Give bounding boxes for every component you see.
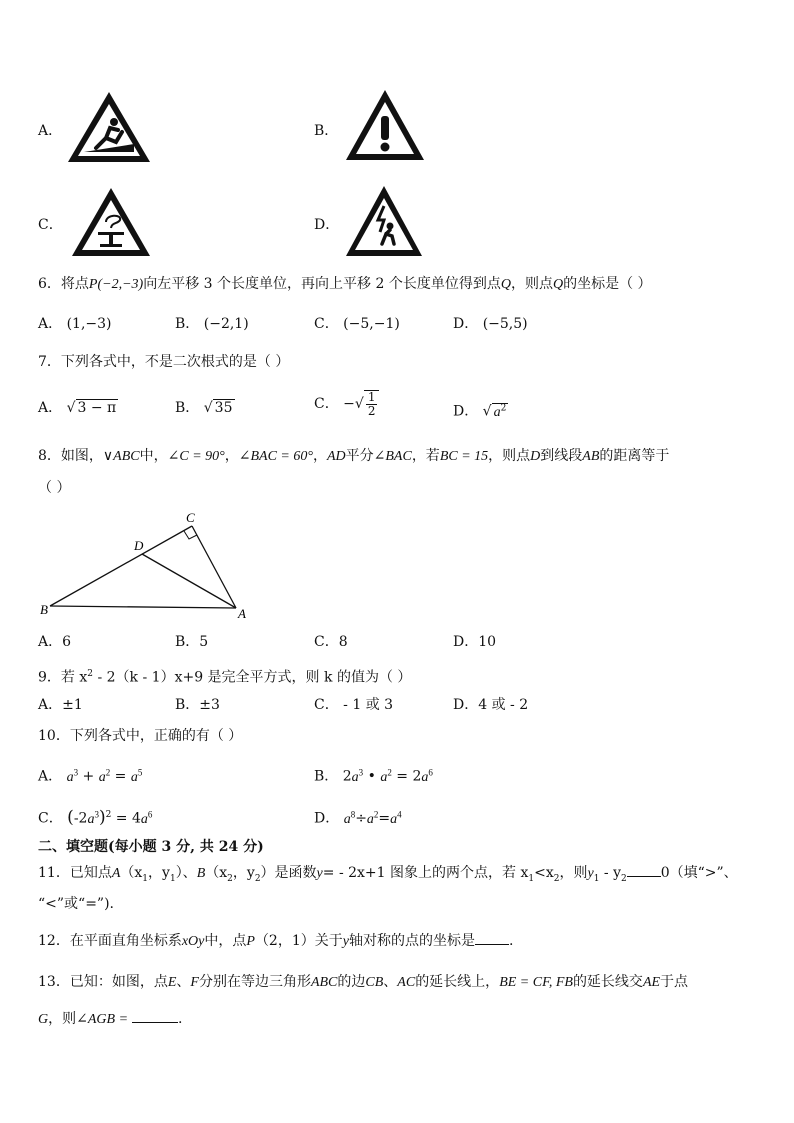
q7-option-b-label: B． bbox=[175, 400, 200, 416]
q13-text: 分别在等边三角形 bbox=[198, 974, 311, 990]
q10-number: 10． bbox=[38, 728, 70, 744]
q8-stem-part: ，若 bbox=[411, 448, 440, 464]
q6-point-p: P(−2,−3) bbox=[88, 277, 144, 292]
q12-text: （2，1）关于 bbox=[254, 933, 343, 949]
q7-option-c-numerator: 1 bbox=[367, 390, 376, 404]
q10-option-a: A． $a^3 + a^2 = a^5$ bbox=[38, 767, 143, 785]
q6-stem-part: 的坐标是（ ） bbox=[563, 276, 652, 292]
toxic-fume-warning-sign-icon bbox=[70, 186, 152, 258]
q8-triangle-diagram bbox=[36, 510, 256, 622]
q11-text: <x bbox=[534, 865, 554, 881]
question-13-stem bbox=[38, 972, 688, 993]
q11-text: ）是函数 bbox=[260, 865, 317, 881]
q8-number: 8． bbox=[38, 448, 61, 464]
q8-triangle: ∨ABC bbox=[102, 449, 140, 464]
q6-point-q: Q bbox=[552, 277, 564, 292]
question-10-stem bbox=[38, 726, 242, 746]
q8-segment-ad: AD bbox=[326, 449, 346, 464]
q11-text: - y bbox=[599, 865, 621, 881]
q7-option-d-exponent: 2 bbox=[500, 403, 507, 413]
q7-option-c-denominator: 2 bbox=[367, 404, 376, 418]
q11-text: （x bbox=[120, 865, 143, 881]
q8-label-a: A bbox=[238, 606, 246, 621]
q11-subscript: 1 bbox=[528, 873, 535, 884]
q13-text: 于点 bbox=[660, 974, 689, 990]
q6-option-a-value: (1,−3) bbox=[66, 316, 112, 332]
q6-option-b-value: (−2,1) bbox=[203, 316, 249, 332]
q13-angle-agb: ∠AGB = bbox=[76, 1012, 129, 1027]
q10-option-b-label: B． bbox=[314, 768, 339, 785]
q6-number: 6． bbox=[38, 276, 61, 292]
q13-point-f: F bbox=[190, 975, 199, 990]
q8-option-a: A．6 bbox=[38, 634, 72, 650]
q5-option-a-label: A． bbox=[38, 123, 63, 139]
q13-condition: BE = CF, FB bbox=[499, 975, 573, 990]
q8-stem-part: ， bbox=[224, 448, 239, 464]
q9-option-c: C． - 1 或 3 bbox=[314, 697, 394, 713]
q13-text: 的延长线上， bbox=[415, 974, 500, 990]
q12-text: 轴对称的点的坐标是 bbox=[348, 933, 475, 949]
q13-text: . bbox=[178, 1011, 183, 1027]
q11-subscript: 1 bbox=[169, 873, 176, 884]
q7-stem-text: 下列各式中，不是二次根式的是（ ） bbox=[60, 354, 290, 370]
q7-option-b: B． √ 35 bbox=[175, 400, 233, 416]
q8-point-d: D bbox=[530, 449, 541, 464]
q11-point-a: A bbox=[111, 866, 121, 881]
q13-answer-blank[interactable] bbox=[132, 1008, 178, 1023]
q9-option-b: B．±3 bbox=[175, 697, 220, 713]
q13-side-cb: CB bbox=[365, 975, 384, 990]
q13-text: 已知：如图，点 bbox=[69, 974, 168, 990]
q6-option-a-label: A． bbox=[38, 316, 63, 332]
q12-text: 在平面直角坐标系 bbox=[69, 933, 182, 949]
slip-hazard-sign-icon bbox=[66, 90, 152, 164]
q8-label-b: B bbox=[40, 602, 48, 617]
q7-option-c-sign: − bbox=[343, 396, 355, 412]
q10-option-a-label: A． bbox=[38, 768, 63, 785]
q12-text: . bbox=[508, 933, 514, 949]
q8-answer-paren: （ ） bbox=[38, 480, 71, 496]
q8-option-c: C．8 bbox=[314, 634, 348, 650]
q11-subscript: 1 bbox=[593, 873, 600, 884]
q10-option-d-label: D． bbox=[314, 810, 340, 827]
q6-option-c-label: C． bbox=[314, 316, 339, 332]
q13-number: 13． bbox=[38, 974, 70, 990]
q13-text: 、 bbox=[383, 974, 398, 990]
q10-option-b: B． $2a^3$ • $a^2 = 2a^6$ bbox=[314, 767, 433, 785]
q11-y: y bbox=[587, 866, 594, 881]
electric-shock-warning-sign-icon bbox=[344, 184, 424, 258]
q7-option-d-label: D． bbox=[453, 403, 479, 420]
q11-number: 11． bbox=[38, 865, 70, 881]
q6-point-q: Q bbox=[500, 277, 511, 292]
q13-text: 的延长线交 bbox=[572, 974, 643, 990]
q11-text: （x bbox=[205, 865, 228, 881]
q11-subscript: 2 bbox=[553, 873, 560, 884]
q13-text: ，则 bbox=[48, 1011, 77, 1027]
q8-angle-c: ∠C = 90° bbox=[167, 449, 225, 464]
q8-option-d: D．10 bbox=[453, 634, 497, 650]
question-13-line-2 bbox=[38, 1008, 182, 1030]
q7-option-b-radicand: 35 bbox=[214, 400, 233, 416]
q5-option-d-label: D． bbox=[314, 217, 340, 233]
q8-label-d: D bbox=[134, 538, 144, 553]
q8-angle-bac: ∠BAC = 60° bbox=[238, 449, 313, 464]
q8-stem-part: ， bbox=[312, 448, 327, 464]
question-9-stem bbox=[38, 664, 411, 688]
q12-xoy: xOy bbox=[181, 934, 205, 949]
q12-y-axis: y bbox=[342, 934, 349, 949]
section-2-title: 二、填空题(每小题 3 分, 共 24 分) bbox=[38, 839, 264, 855]
q7-option-d: D． √ $a^2$ bbox=[453, 403, 507, 420]
q11-point-b: B bbox=[196, 866, 206, 881]
q9-exponent: 2 bbox=[87, 669, 94, 679]
q5-option-b-label: B． bbox=[314, 123, 339, 139]
q5-option-c-label: C． bbox=[38, 217, 63, 233]
q12-number: 12． bbox=[38, 933, 70, 949]
question-8-stem bbox=[38, 446, 669, 467]
q11-text: ）、 bbox=[175, 865, 197, 881]
q8-stem-part: 的距离等于 bbox=[599, 448, 670, 464]
q10-option-c: C． $(-2a^3)^2 = 4a^6$ bbox=[38, 807, 153, 828]
exclamation-warning-sign-icon bbox=[344, 88, 426, 162]
q8-stem-part: 中， bbox=[139, 448, 168, 464]
question-6-stem bbox=[38, 274, 652, 295]
q13-text: 、 bbox=[176, 974, 191, 990]
q11-text: ，y bbox=[232, 865, 255, 881]
q9-number: 9． bbox=[38, 669, 61, 686]
q6-stem-part: ，则点 bbox=[510, 276, 553, 292]
q6-option-d bbox=[453, 314, 528, 334]
q6-option-c-value: (−5,−1) bbox=[343, 316, 400, 332]
q8-segment-bc: BC = 15 bbox=[439, 449, 489, 464]
q13-point-e: E bbox=[167, 975, 177, 990]
q8-stem-part: 如图， bbox=[60, 448, 103, 464]
q11-text: ，则 bbox=[559, 865, 588, 881]
q11-text: 0（填“>”、 bbox=[660, 865, 738, 881]
q13-point-g: G bbox=[38, 1012, 49, 1027]
q8-stem-part: ，则点 bbox=[488, 448, 531, 464]
q9-option-d: D．4 或 - 2 bbox=[453, 697, 529, 713]
q11-subscript: 1 bbox=[142, 873, 149, 884]
q7-number: 7． bbox=[38, 354, 61, 370]
q12-point-p: P bbox=[246, 934, 255, 949]
q11-subscript: 2 bbox=[620, 873, 627, 884]
q9-stem-part: 若 x bbox=[60, 669, 88, 686]
q11-text: 已知点 bbox=[69, 865, 112, 881]
q11-subscript: 2 bbox=[227, 873, 233, 884]
q7-option-a: A． √ 3 − π bbox=[38, 400, 117, 416]
q12-text: 中，点 bbox=[204, 933, 247, 949]
q6-option-a bbox=[38, 314, 112, 334]
q10-option-c-label: C． bbox=[38, 810, 63, 827]
q8-angle-bac: ∠BAC bbox=[373, 449, 412, 464]
q11-text: ，y bbox=[148, 865, 170, 881]
q11-function-y: y bbox=[316, 866, 323, 881]
q7-option-a-radicand: 3 − π bbox=[77, 400, 117, 416]
q11-text-line-2: “<”或“=”). bbox=[38, 896, 115, 912]
question-11-stem bbox=[38, 862, 738, 889]
question-7-stem bbox=[38, 352, 289, 372]
q11-subscript: 2 bbox=[254, 873, 261, 884]
q7-option-c-label: C． bbox=[314, 396, 339, 412]
q12-answer-blank[interactable] bbox=[475, 930, 509, 945]
q7-option-d-base: a bbox=[493, 404, 501, 420]
q10-stem-text: 下列各式中，正确的有（ ） bbox=[69, 728, 243, 744]
q8-segment-ab: AB bbox=[582, 449, 600, 464]
q6-option-c bbox=[314, 314, 400, 334]
q9-stem-part: - 2（k - 1）x+9 是完全平方式，则 k 的值为（ ） bbox=[93, 669, 412, 686]
q7-option-a-label: A． bbox=[38, 400, 63, 416]
q6-stem-part: 向左平移 3 个长度单位，再向上平移 2 个长度单位得到点 bbox=[143, 276, 501, 292]
q11-text: = - 2x+1 图象上的两个点，若 x bbox=[322, 865, 529, 881]
q9-option-a: A．±1 bbox=[38, 697, 83, 713]
q13-side-ac: AC bbox=[397, 975, 416, 990]
q13-segment-ae: AE bbox=[642, 975, 661, 990]
q6-option-d-value: (−5,5) bbox=[482, 316, 528, 332]
q8-option-b: B．5 bbox=[175, 634, 209, 650]
q6-option-b bbox=[175, 314, 249, 334]
q13-triangle-abc: ABC bbox=[310, 975, 338, 990]
q8-stem-part: 到线段 bbox=[540, 448, 583, 464]
q6-stem-part: 将点 bbox=[60, 276, 89, 292]
q11-answer-blank[interactable] bbox=[627, 862, 661, 877]
question-12-stem bbox=[38, 930, 513, 952]
q7-option-c: C． −√ $\frac{1}{2}$ bbox=[314, 390, 379, 418]
q13-text: 的边 bbox=[337, 974, 366, 990]
q6-option-d-label: D． bbox=[453, 316, 479, 332]
q8-label-c: C bbox=[186, 510, 195, 525]
q6-option-b-label: B． bbox=[175, 316, 200, 332]
q10-option-d: D． $a^8\div a^2=a^4$ bbox=[314, 809, 402, 827]
q8-stem-part: 平分 bbox=[345, 448, 374, 464]
